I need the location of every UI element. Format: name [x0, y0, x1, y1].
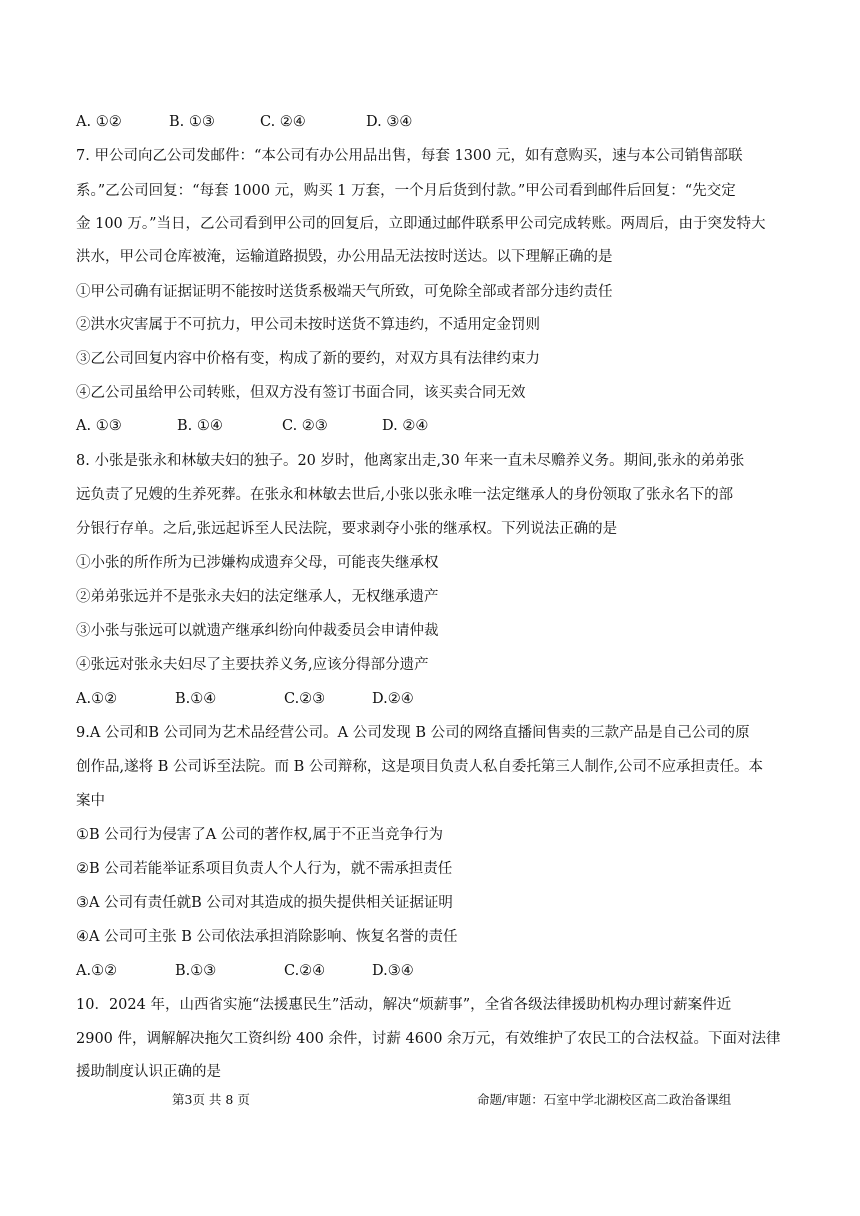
q9-option-a: A.①②	[76, 963, 118, 979]
q6-option-b: B. ①③	[169, 114, 215, 130]
q7-stem-line-4: 洪水，甲公司仓库被淹，运输道路损毁，办公用品无法按时送达。以下理解正确的是	[76, 249, 613, 265]
q8-option-c: C.②③	[284, 691, 326, 707]
q7-option-c: C. ②③	[282, 418, 328, 434]
q7-stem-line-1: 7. 甲公司向乙公司发邮件：“本公司有办公用品出售，每套 1300 元，如有意购买，速与本公司销售部联	[76, 148, 743, 164]
q9-option-c: C.②④	[284, 963, 326, 979]
q6-option-c: C. ②④	[260, 114, 306, 130]
q9-statement-4: ④A 公司可主张 B 公司依法承担消除影响、恢复名誉的责任	[76, 929, 458, 945]
q9-statement-3: ③A 公司有责任就B 公司对其造成的损失提供相关证据证明	[76, 895, 453, 911]
q7-statement-2: ②洪水灾害属于不可抗力，甲公司未按时送货不算违约，不适用定金罚则	[76, 317, 540, 333]
q8-option-b: B.①④	[175, 691, 217, 707]
footer-page-number: 第3页 共 8 页	[172, 1092, 250, 1107]
q8-statement-3: ③小张与张远可以就遗产继承纠纷向仲裁委员会申请仲裁	[76, 623, 439, 639]
q7-statement-4: ④乙公司虽给甲公司转账，但双方没有签订书面合同，该买卖合同无效	[76, 385, 526, 401]
footer-author: 命题/审题：石室中学北湖校区高二政治备课组	[477, 1092, 732, 1107]
q6-option-d: D. ③④	[366, 114, 413, 130]
q10-stem-line-3: 援助制度认识正确的是	[76, 1064, 221, 1080]
q7-option-a: A. ①③	[76, 418, 122, 434]
q9-statement-2: ②B 公司若能举证系项目负责人个人行为，就不需承担责任	[76, 861, 453, 877]
q8-statement-2: ②弟弟张远并不是张永夫妇的法定继承人，无权继承遗产	[76, 589, 439, 605]
q9-stem-line-2: 创作品,遂将 B 公司诉至法院。而 B 公司辩称，这是项目负责人私自委托第三人制作,公司不应承担责任。本	[76, 759, 763, 775]
q10-stem-line-2: 2900 件，调解解决拖欠工资纠纷 400 余件，讨薪 4600 余万元，有效维护了农民工的合法权益。下面对法律	[76, 1031, 781, 1047]
q7-stem-line-2: 系。”乙公司回复：“每套 1000 元，购买 1 万套，一个月后货到付款。”甲公司看到邮件后回复：“先交定	[76, 183, 736, 199]
q7-statement-1: ①甲公司确有证据证明不能按时送货系极端天气所致，可免除全部或者部分违约责任	[76, 284, 613, 300]
q9-statement-1: ①B 公司行为侵害了A 公司的著作权,属于不正当竞争行为	[76, 827, 443, 843]
q9-option-d: D.③④	[372, 963, 414, 979]
q8-stem-line-3: 分银行存单。之后,张远起诉至人民法院，要求剥夺小张的继承权。下列说法正确的是	[76, 521, 618, 537]
q7-statement-3: ③乙公司回复内容中价格有变，构成了新的要约，对双方具有法律约束力	[76, 351, 540, 367]
q8-stem-line-1: 8. 小张是张永和林敏夫妇的独子。20 岁时，他离家出走,30 年来一直未尽赡养义务。期间,张永的弟弟张	[76, 453, 745, 469]
q7-stem-line-3: 金 100 万。”当日，乙公司看到甲公司的回复后，立即通过邮件联系甲公司完成转账。两周后，由于突发特大	[76, 216, 766, 232]
q9-stem-line-3: 案中	[76, 793, 105, 809]
q8-option-a: A.①②	[76, 691, 118, 707]
q8-statement-4: ④张远对张永夫妇尽了主要扶养义务,应该分得部分遗产	[76, 657, 429, 673]
q8-stem-line-2: 远负责了兄嫂的生养死葬。在张永和林敏去世后,小张以张永唯一法定继承人的身份领取了张永名下的部	[76, 487, 734, 503]
q8-statement-1: ①小张的所作所为已涉嫌构成遗弃父母，可能丧失继承权	[76, 555, 439, 571]
q7-option-d: D. ②④	[382, 418, 429, 434]
q9-option-b: B.①③	[175, 963, 217, 979]
q8-option-d: D.②④	[372, 691, 414, 707]
q10-stem-line-1: 10．2024 年，山西省实施“法援惠民生”活动，解决“烦薪事”，全省各级法律援助机构办理讨薪案件近	[76, 997, 732, 1013]
q6-option-a: A. ①②	[76, 114, 122, 130]
q9-stem-line-1: 9.A 公司和B 公司同为艺术品经营公司。A 公司发现 B 公司的网络直播间售卖的三款产品是自己公司的原	[76, 725, 750, 741]
q7-option-b: B. ①④	[177, 418, 223, 434]
